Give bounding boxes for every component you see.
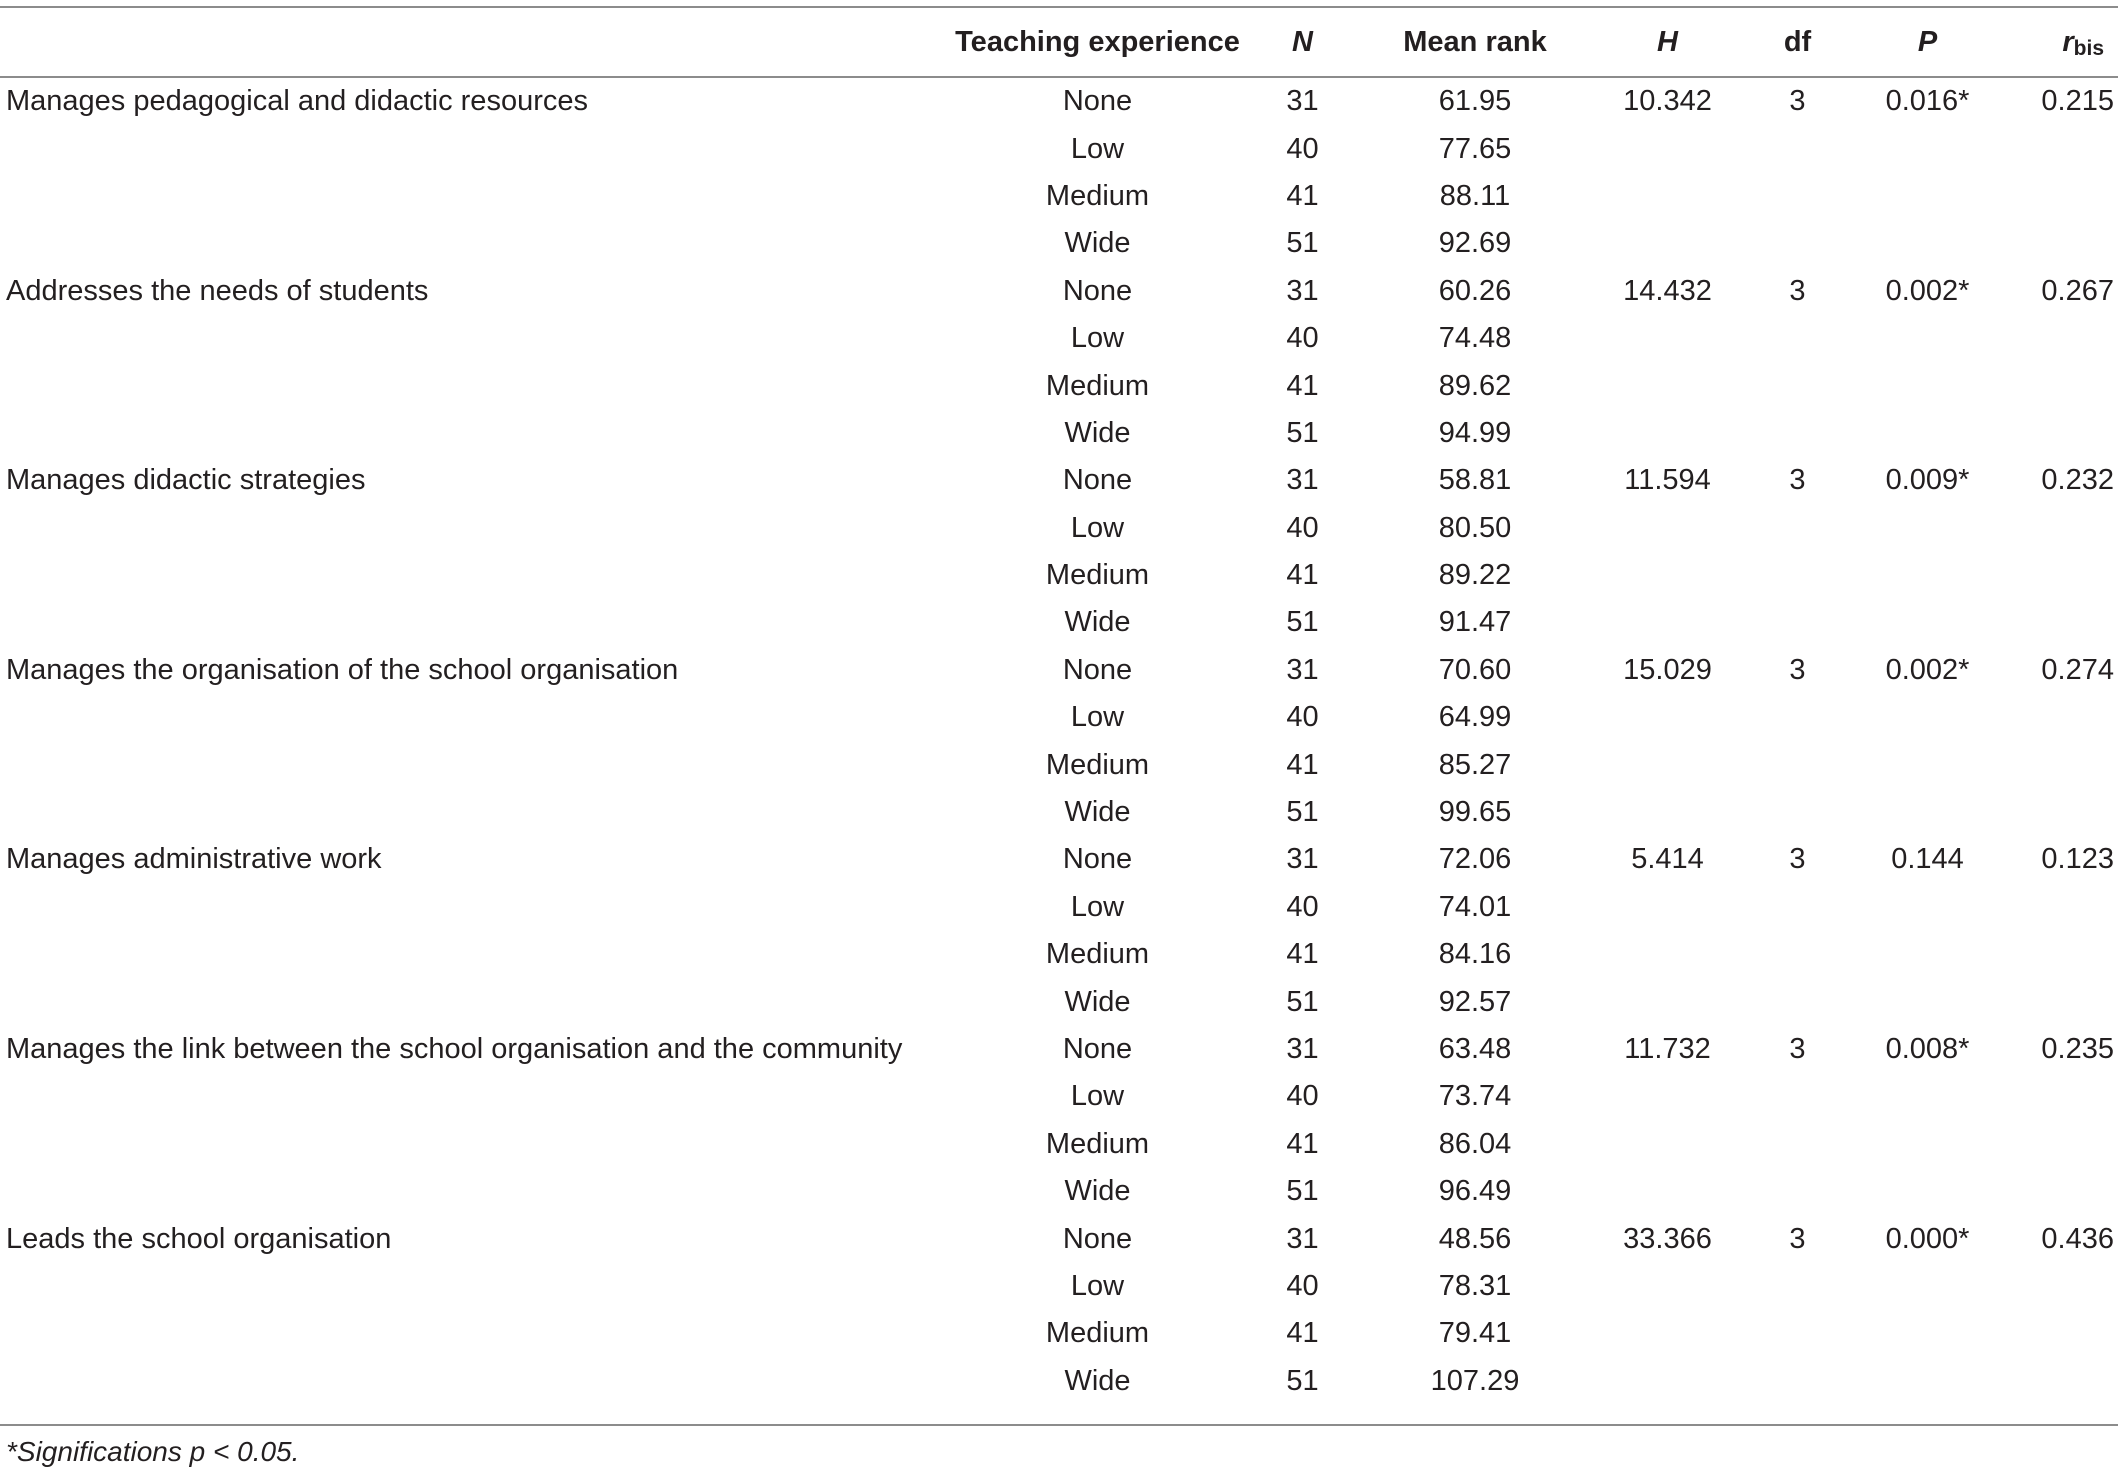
n-cell: 31 [1286,1222,1319,1255]
table-row [0,1310,2118,1357]
p-cell [1860,362,1995,409]
df-cell [1735,173,1860,220]
h-cell [1600,1263,1735,1310]
item-cell: Manages the link between the school organisation and the community [6,1033,903,1065]
df-cell: 3 [1789,1222,1806,1255]
p-cell [1860,978,1995,1025]
mean-rank-cell: 60.26 [1438,274,1512,307]
p-cell [1860,125,1995,172]
h-cell [1600,789,1735,836]
mean-rank-cell: 63.48 [1438,1033,1512,1065]
experience-cell: Wide [1064,1364,1131,1397]
p-cell: 0.009* [1885,464,1970,497]
table-row [0,1121,2118,1168]
table-row [0,552,2118,599]
df-cell: 3 [1789,85,1806,118]
experience-cell: Low [1070,511,1125,544]
n-cell: 40 [1286,322,1319,355]
mean-rank-cell: 92.57 [1438,985,1512,1018]
df-cell [1735,505,1860,552]
p-cell [1860,789,1995,836]
r-bis-cell [1995,552,2118,599]
df-cell [1735,741,1860,788]
n-cell: 41 [1286,938,1319,971]
p-cell: 0.002* [1885,274,1970,307]
table-row [0,741,2118,788]
h-cell [1600,741,1735,788]
n-cell: 40 [1286,132,1319,165]
mean-rank-cell: 77.65 [1438,132,1512,165]
h-cell [1600,1168,1735,1215]
mean-rank-cell: 86.04 [1438,1127,1512,1160]
df-cell [1735,552,1860,599]
df-cell [1735,884,1860,931]
h-cell [1600,1121,1735,1168]
h-cell [1600,1310,1735,1357]
experience-cell: Medium [1045,559,1150,592]
p-cell [1860,741,1995,788]
p-cell [1860,552,1995,599]
table-row [0,1263,2118,1310]
p-cell [1860,173,1995,220]
df-cell [1735,1168,1860,1215]
r-bis-cell [1995,1310,2118,1357]
n-cell: 41 [1286,559,1319,592]
header-n: N [1292,25,1313,58]
item-cell: Manages didactic strategies [6,464,366,497]
experience-cell: Medium [1045,1127,1150,1160]
table-row [0,173,2118,220]
n-cell: 41 [1286,179,1319,212]
item-cell: Leads the school organisation [6,1222,392,1255]
experience-cell: Low [1070,1080,1125,1113]
r-bis-cell: 0.436 [2041,1222,2114,1255]
experience-cell: None [1062,1033,1133,1065]
item-cell [0,789,940,836]
item-cell [0,1358,940,1405]
p-cell: 0.016* [1885,85,1970,118]
table-row [0,789,2118,836]
n-cell: 41 [1286,748,1319,781]
df-cell [1735,362,1860,409]
p-cell [1860,220,1995,267]
table-row [0,836,2118,883]
p-cell: 0.000* [1885,1222,1970,1255]
experience-cell: Medium [1045,179,1150,212]
mean-rank-cell: 73.74 [1438,1080,1512,1113]
r-bis-cell: 0.123 [2041,843,2114,876]
table-row [0,647,2118,694]
r-bis-cell [1995,220,2118,267]
df-cell [1735,315,1860,362]
n-cell: 31 [1286,1033,1319,1065]
table-row [0,599,2118,646]
df-cell [1735,1121,1860,1168]
item-cell [0,884,940,931]
experience-cell: Wide [1064,796,1131,829]
df-cell [1735,1358,1860,1405]
item-cell [0,741,940,788]
df-cell: 3 [1789,1033,1806,1065]
df-cell [1735,789,1860,836]
r-bis-cell: 0.274 [2041,653,2114,686]
p-cell [1860,1310,1995,1357]
r-bis-cell [1995,315,2118,362]
p-cell [1860,1073,1995,1120]
r-bis-cell: 0.232 [2041,464,2114,497]
r-bis-cell [1995,1263,2118,1310]
experience-cell: Low [1070,132,1125,165]
p-cell [1860,1121,1995,1168]
h-cell: 11.732 [1624,1033,1711,1065]
r-bis-cell [1995,362,2118,409]
df-cell [1735,1310,1860,1357]
n-cell: 51 [1286,606,1319,639]
bottom-rule [0,1424,2118,1426]
mean-rank-cell: 74.48 [1438,322,1512,355]
experience-cell: None [1062,843,1133,876]
r-bis-cell [1995,1121,2118,1168]
mean-rank-cell: 74.01 [1438,890,1512,923]
header-teaching-experience: Teaching experience [955,25,1240,58]
mean-rank-cell: 88.11 [1439,179,1511,212]
item-cell: Manages the organisation of the school organisation [6,653,679,686]
header-mean-rank: Mean rank [1403,25,1547,58]
mean-rank-cell: 78.31 [1438,1269,1512,1302]
r-bis-cell: 0.267 [2041,274,2114,307]
h-cell: 10.342 [1623,85,1712,118]
r-bis-cell [1995,741,2118,788]
item-cell [0,1310,940,1357]
header-r-bis [1995,8,2118,76]
mean-rank-cell: 70.60 [1438,653,1512,686]
n-cell: 41 [1286,369,1319,402]
mean-rank-cell: 79.41 [1438,1317,1512,1350]
h-cell [1600,125,1735,172]
r-bis-cell [1995,789,2118,836]
item-cell [0,505,940,552]
h-cell [1600,505,1735,552]
table-row [0,410,2118,457]
n-cell: 31 [1286,274,1319,307]
item-cell [0,1073,940,1120]
df-cell [1735,220,1860,267]
df-cell: 3 [1789,274,1806,307]
h-cell [1600,884,1735,931]
table-row [0,1026,2118,1073]
n-cell: 51 [1286,985,1319,1018]
table-footnote: *Significations p < 0.05. [6,1436,300,1467]
mean-rank-cell: 99.65 [1438,796,1512,829]
df-cell: 3 [1789,653,1806,686]
df-cell: 3 [1789,464,1806,497]
n-cell: 40 [1286,701,1319,734]
experience-cell: Low [1070,1269,1125,1302]
p-cell [1860,599,1995,646]
n-cell: 51 [1286,1175,1319,1208]
table-row [0,505,2118,552]
n-cell: 40 [1286,1269,1319,1302]
header-row [0,8,2118,76]
experience-cell: Medium [1045,938,1150,971]
item-cell [0,220,940,267]
r-bis-cell: 0.235 [2041,1033,2114,1065]
p-cell [1860,1358,1995,1405]
mean-rank-cell: 94.99 [1438,416,1512,449]
mean-rank-cell: 91.47 [1438,606,1512,639]
p-cell: 0.002* [1885,653,1970,686]
h-cell [1600,173,1735,220]
h-cell [1600,694,1735,741]
r-bis-cell [1995,884,2118,931]
mean-rank-cell: 84.16 [1438,938,1512,971]
table-row [0,884,2118,931]
r-bis-cell [1995,1168,2118,1215]
table-row [0,362,2118,409]
r-bis-cell [1995,694,2118,741]
table-row [0,978,2118,1025]
n-cell: 41 [1286,1127,1319,1160]
item-cell [0,173,940,220]
kruskal-wallis-table [0,8,2118,1405]
r-bis-cell [1995,931,2118,978]
p-cell: 0.008* [1885,1033,1970,1065]
mean-rank-cell: 107.29 [1430,1364,1520,1397]
h-cell: 15.029 [1623,653,1712,686]
n-cell: 31 [1286,85,1319,118]
mean-rank-cell: 89.62 [1438,369,1512,402]
experience-cell: Wide [1064,416,1131,449]
df-cell [1735,978,1860,1025]
table-row [0,220,2118,267]
experience-cell: Low [1070,322,1125,355]
n-cell: 31 [1286,843,1319,876]
item-cell: Addresses the needs of students [6,274,429,307]
df-cell [1735,931,1860,978]
p-cell [1860,1168,1995,1215]
mean-rank-cell: 61.95 [1438,85,1512,118]
table-row [0,1073,2118,1120]
df-cell [1735,1263,1860,1310]
df-cell [1735,410,1860,457]
header-df: df [1783,25,1812,58]
table-row [0,315,2118,362]
h-cell [1600,1073,1735,1120]
p-cell [1860,1263,1995,1310]
item-cell [0,552,940,599]
r-bis-cell [1995,1358,2118,1405]
header-r-symbol: r [2062,25,2074,58]
mean-rank-cell: 72.06 [1438,843,1512,876]
item-cell [0,1168,940,1215]
item-cell [0,315,940,362]
table-row [0,1168,2118,1215]
p-cell [1860,884,1995,931]
r-bis-cell [1995,173,2118,220]
n-cell: 40 [1286,890,1319,923]
mean-rank-cell: 64.99 [1438,701,1512,734]
h-cell [1600,362,1735,409]
item-cell [0,1263,940,1310]
h-cell [1600,978,1735,1025]
n-cell: 40 [1286,1080,1319,1113]
h-cell [1600,315,1735,362]
p-cell [1860,315,1995,362]
n-cell: 31 [1286,653,1319,686]
df-cell: 3 [1789,843,1806,876]
r-bis-cell [1995,599,2118,646]
item-cell [0,125,940,172]
table-row [0,931,2118,978]
experience-cell: None [1062,464,1133,497]
mean-rank-cell: 89.22 [1438,559,1512,592]
mean-rank-cell: 58.81 [1438,464,1512,497]
table-row [0,694,2118,741]
n-cell: 51 [1286,1364,1319,1397]
p-cell [1860,505,1995,552]
item-cell [0,599,940,646]
experience-cell: Medium [1045,369,1150,402]
experience-cell: Medium [1045,1317,1150,1350]
r-bis-cell [1995,978,2118,1025]
experience-cell: Wide [1064,606,1131,639]
item-cell [0,978,940,1025]
n-cell: 40 [1286,511,1319,544]
df-cell [1735,125,1860,172]
n-cell: 51 [1286,416,1319,449]
r-bis-cell: 0.215 [2041,85,2114,118]
h-cell [1600,1358,1735,1405]
r-bis-cell [1995,410,2118,457]
header-r-subscript: bis [2073,36,2104,60]
h-cell [1600,552,1735,599]
table-row [0,1358,2118,1405]
experience-cell: Low [1070,701,1125,734]
r-bis-cell [1995,1073,2118,1120]
table-body [0,78,2118,1405]
table-row [0,125,2118,172]
table-row [0,1215,2118,1262]
table-row [0,78,2118,125]
h-cell: 5.414 [1631,843,1704,876]
h-cell [1600,220,1735,267]
header-item [0,8,940,76]
n-cell: 51 [1286,227,1319,260]
df-cell [1735,599,1860,646]
p-cell [1860,410,1995,457]
header-p: P [1917,25,1938,58]
n-cell: 41 [1286,1317,1319,1350]
df-cell [1735,694,1860,741]
experience-cell: None [1062,274,1133,307]
experience-cell: Wide [1064,985,1131,1018]
item-cell: Manages pedagogical and didactic resources [6,85,588,118]
experience-cell: None [1062,85,1133,118]
mean-rank-cell: 96.49 [1438,1175,1512,1208]
item-cell [0,410,940,457]
h-cell [1600,599,1735,646]
item-cell [0,694,940,741]
experience-cell: None [1062,653,1133,686]
h-cell: 33.366 [1623,1222,1712,1255]
experience-cell: None [1062,1222,1133,1255]
df-cell [1735,1073,1860,1120]
mean-rank-cell: 48.56 [1438,1222,1512,1255]
p-cell: 0.144 [1891,843,1964,876]
item-cell [0,362,940,409]
r-bis-cell [1995,505,2118,552]
mean-rank-cell: 85.27 [1438,748,1512,781]
h-cell [1600,410,1735,457]
p-cell [1860,694,1995,741]
r-bis-cell [1995,125,2118,172]
mean-rank-cell: 80.50 [1438,511,1512,544]
item-cell [0,931,940,978]
mean-rank-cell: 92.69 [1438,227,1512,260]
experience-cell: Medium [1045,748,1150,781]
n-cell: 51 [1286,796,1319,829]
table-row [0,457,2118,504]
n-cell: 31 [1286,464,1319,497]
header-h: H [1657,25,1678,58]
p-cell [1860,931,1995,978]
experience-cell: Wide [1064,1175,1131,1208]
h-cell: 11.594 [1624,464,1711,497]
h-cell [1600,931,1735,978]
item-cell [0,1121,940,1168]
table-row [0,268,2118,315]
item-cell: Manages administrative work [6,843,382,876]
experience-cell: Low [1070,890,1125,923]
h-cell: 14.432 [1623,274,1712,307]
experience-cell: Wide [1064,227,1131,260]
